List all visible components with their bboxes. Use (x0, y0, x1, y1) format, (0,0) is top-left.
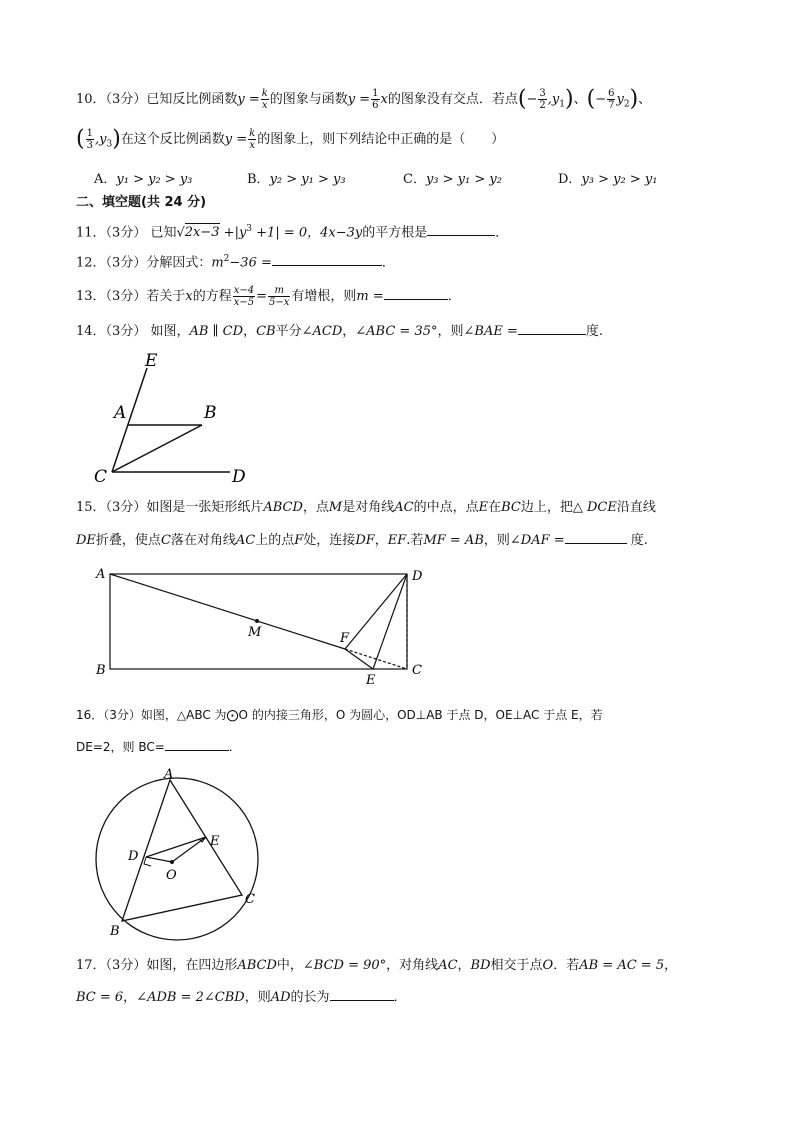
q15-l2d: 落在对角线 (170, 533, 236, 548)
section-title: 二、填空题(共 24 分) (76, 195, 207, 210)
q10-option-d-label: D． (558, 172, 582, 187)
q10-text2: 的图象与函数 (269, 92, 348, 107)
q10-sep: 、 (573, 92, 587, 107)
q12 (76, 250, 395, 272)
fig15-label-d: D (412, 569, 423, 584)
q13-text1: 若关于 (146, 289, 186, 304)
q10-option-c-math: y₃ > y₁ > y₂ (425, 172, 502, 187)
q14-m3: ∠ACD (301, 324, 343, 339)
q17-answer-blank[interactable] (330, 988, 394, 1001)
q17-m4: BD (470, 958, 491, 973)
q17-text2: 中， (276, 958, 303, 973)
q10-one: 1 (372, 88, 379, 99)
q17-l2a: BC = 6 (76, 990, 124, 1005)
q15-l2i: DF (355, 533, 375, 548)
q10-y-eq2: y = (347, 92, 371, 107)
fig15-point-m (255, 619, 259, 623)
q10-p2den: 7 (608, 100, 615, 111)
q10-six: 6 (372, 100, 379, 111)
fig16-label-d: D (128, 849, 139, 864)
q15-l2o: ∠DAF = (509, 533, 565, 548)
q11-sup: 3 (246, 224, 253, 234)
q13-number: 13．（3分） (76, 289, 147, 304)
fig14-label-c: C (94, 467, 108, 487)
q17-l2d: ，则 (244, 990, 271, 1005)
q10-option-b[interactable] (247, 168, 346, 187)
q17-l2c: ∠ADB = 2∠CBD (136, 990, 245, 1005)
q15-m2: M (328, 500, 343, 515)
q15-line1 (76, 499, 656, 517)
q14-text5: ，则 (437, 324, 464, 339)
q10-line1 (76, 88, 651, 114)
q17-text3: ，对角线 (386, 958, 439, 973)
q14-text4: ， (342, 324, 356, 339)
fig15-label-c: C (412, 663, 422, 678)
fig16-od (146, 857, 172, 862)
q17-text5: 相交于点 (490, 958, 543, 973)
q13-m: m = (356, 289, 384, 304)
fig15-df (345, 574, 407, 649)
q13-eq: = (256, 289, 267, 304)
q10-frac-k-x (261, 88, 269, 111)
q17-text6: ．若 (553, 958, 580, 973)
q15-text2: ，点 (302, 500, 329, 515)
q15-text1: 15．（3分）如图是一张矩形纸片 (76, 500, 264, 515)
q10-sub2: 2 (623, 99, 630, 110)
fig16-triangle (122, 780, 242, 921)
figure-15 (90, 562, 440, 692)
q14-m4: ∠ABC = 35° (355, 324, 438, 339)
q10-frac-1-6 (371, 88, 379, 111)
q15-end: 度. (626, 533, 648, 548)
fig16-label-o: O (166, 868, 177, 883)
q10-x2: x (249, 140, 256, 151)
q11-end: ． (495, 225, 509, 241)
q10-option-c-label: C． (403, 172, 426, 187)
q10-text4: 在这个反比例函数 (120, 132, 225, 147)
fig15-label-e: E (366, 673, 376, 688)
q12-sup: 2 (223, 254, 230, 264)
fig16-label-c: C (245, 892, 255, 907)
q13-text3: 有增根，则 (291, 289, 357, 304)
q15-m3: AC (394, 500, 414, 515)
q13-answer-blank[interactable] (384, 287, 448, 300)
q12-number: 12．（3分） (76, 255, 147, 271)
q13 (76, 285, 461, 308)
q15-l2n: ，则 (483, 533, 510, 548)
q10-option-d-math: y₃ > y₂ > y₁ (581, 172, 658, 187)
q10-option-b-label: B． (247, 172, 270, 187)
q16-text2: DE=2，则 BC= (76, 740, 165, 754)
q10-number: 10．（3分） (76, 92, 147, 107)
q16-line1: 16．（3分）如图，△ABC 为⨀O 的内接三角形，O 为圆心，OD⊥AB 于点 D，OE⊥AC 于点 E，若 (76, 708, 603, 722)
q10-paren-open3: ( (76, 126, 85, 152)
q10-option-a-label: A． (94, 172, 117, 187)
q15-l2j: ， (374, 533, 388, 548)
q10-y-eq3: y = (224, 132, 248, 147)
q17-text1: 17．（3分）如图，在四边形 (76, 958, 238, 973)
q11-text3: +1| = 0，4x−3y (252, 225, 363, 241)
q12-text2: −36 = (229, 255, 272, 271)
q12-text1: 分解因式： (146, 255, 212, 271)
q17-m3: AC (438, 958, 458, 973)
q17-m5: O (542, 958, 554, 973)
q10-p1num: 3 (539, 88, 546, 99)
fig14-label-b: B (204, 403, 217, 423)
fig15-label-m: M (248, 625, 262, 640)
q13-d1: x−5 (233, 297, 255, 308)
fig14-label-d: D (232, 467, 246, 487)
q16-end: . (228, 740, 233, 754)
fig16-label-a: A (164, 767, 174, 782)
q10-frac-k-x2 (248, 128, 256, 151)
q11 (76, 220, 508, 242)
q17-m2: ∠BCD = 90° (302, 958, 387, 973)
q14-answer-blank[interactable] (518, 322, 586, 335)
q17-text7: ， (664, 958, 678, 973)
q10-p2num: 6 (608, 88, 615, 99)
q10-p2-minus: − (595, 92, 607, 107)
q17-l2b: ， (123, 990, 137, 1005)
q15-m6: △ DCE (572, 500, 617, 515)
q13-x: x (185, 289, 193, 304)
q10-text1: 已知反比例函数 (146, 92, 238, 107)
q13-n1: x−4 (233, 285, 255, 296)
fig15-label-f: F (340, 631, 350, 646)
q10-text3: 的图象没有交点．若点 (387, 92, 518, 107)
q11-text1: 已知 (146, 225, 177, 241)
q15-text5: 在 (488, 500, 502, 515)
fig15-ef (345, 649, 373, 669)
q10-paren-open2: ( (586, 86, 596, 112)
q14-text1: 如图， (146, 324, 190, 339)
q10-sub3: 3 (106, 139, 113, 150)
q10-p3num: 1 (86, 128, 93, 139)
q11-root-content: 2x−3 (184, 225, 220, 241)
q10-frac-3-2 (538, 88, 546, 111)
q10-p3y: ,y (94, 132, 107, 147)
q15-text4: 的中点，点 (413, 500, 479, 515)
q10-y-eq: y = (237, 92, 260, 107)
q15-l2h: 处，连接 (303, 533, 356, 548)
q15-text3: 是对角线 (342, 500, 395, 515)
q10-option-a[interactable] (94, 168, 192, 187)
q15-l2b: 折叠，使点 (95, 533, 161, 548)
q11-text4: 的平方根是 (362, 225, 428, 241)
fig15-label-b: B (96, 663, 106, 678)
q15-line2 (76, 531, 648, 550)
q14-end: 度. (585, 324, 604, 339)
q15-l2g: F (294, 533, 304, 548)
q12-answer-blank[interactable] (272, 253, 382, 266)
q10-paren-close2: ) (629, 86, 639, 112)
q15-m1: ABCD (263, 500, 303, 515)
q17-m1: ABCD (237, 958, 277, 973)
q15-l2a: DE (76, 533, 96, 548)
q10-sep2: 、 (638, 92, 652, 107)
q10-p3den: 3 (86, 140, 93, 151)
q10-sixx: x (380, 92, 388, 107)
q13-frac2 (268, 285, 290, 308)
q10-k: k (261, 88, 268, 99)
fig16-de (146, 837, 206, 857)
fig16-label-e: E (210, 834, 220, 849)
q17-text4: ， (457, 958, 471, 973)
fig16-point-o (170, 860, 174, 864)
q17-l2e: AD (270, 990, 291, 1005)
q17-m6: AB = AC = 5 (579, 958, 665, 973)
q10-text5: 的图象上，则下列结论中正确的是（ ） (257, 132, 505, 147)
q10-p1den: 2 (539, 100, 546, 111)
q14-m2: CB (256, 324, 276, 339)
q17-end: ． (393, 990, 407, 1005)
q17-l2f: 的长为 (290, 990, 330, 1005)
q14-text3: 平分 (275, 324, 302, 339)
q15-text7: 沿直线 (616, 500, 656, 515)
q10-p1-minus: − (526, 92, 538, 107)
q15-text6: 边上，把 (520, 500, 573, 515)
q11-text2: +|y (219, 225, 247, 241)
q10-p1y: ,y (547, 92, 560, 107)
q15-m5: BC (501, 500, 521, 515)
fig14-label-a: A (114, 403, 127, 423)
q14-m1: AB ∥ CD (189, 324, 244, 339)
q15-l2l: .若 (406, 533, 424, 548)
q10-paren-close: ) (565, 86, 574, 112)
q11-root: √2x−3 (176, 225, 220, 241)
q10-k2: k (249, 128, 256, 139)
q14-text2: ， (243, 324, 257, 339)
fig15-fc-dashed (345, 649, 407, 669)
figure-16 (86, 765, 271, 945)
fig16-label-b: B (110, 924, 120, 939)
figure-14 (90, 348, 260, 488)
q10-sub1: 1 (559, 99, 565, 110)
q10-frac-6-7 (607, 88, 615, 111)
q15-answer-blank[interactable] (565, 531, 627, 544)
q12-end: ． (381, 255, 395, 271)
fig14-label-e: E (145, 351, 158, 371)
q10-line2 (76, 128, 504, 154)
q10-p2y: y (616, 92, 624, 107)
q10-paren-open: ( (517, 86, 527, 112)
q16-answer-blank[interactable] (165, 738, 229, 751)
q15-l2c: C (160, 533, 171, 548)
q10-frac-1-3 (86, 128, 94, 151)
q13-text2: 的方程 (192, 289, 232, 304)
q10-paren-close3: ) (112, 126, 121, 152)
q10-option-d[interactable] (558, 168, 657, 187)
q15-l2f: 上的点 (255, 533, 295, 548)
q12-m: m (211, 255, 224, 271)
q10-option-a-math: y₁ > y₂ > y₃ (116, 172, 193, 187)
q16-line2 (76, 738, 233, 756)
fig15-de (373, 574, 407, 669)
q13-frac1 (233, 285, 255, 308)
q10-x: x (261, 100, 268, 111)
q11-answer-blank[interactable] (427, 223, 495, 236)
q14 (76, 322, 603, 341)
fig15-label-a: A (96, 567, 106, 582)
q15-l2k: EF (387, 533, 407, 548)
q10-option-b-math: y₂ > y₁ > y₃ (269, 172, 346, 187)
fig15-diag (110, 574, 345, 649)
q13-end: ． (447, 289, 461, 304)
q15-m4: E (478, 500, 489, 515)
q10-option-c[interactable] (403, 168, 502, 187)
q14-number: 14．（3分） (76, 324, 147, 339)
q14-m5: ∠BAE = (463, 324, 518, 339)
q11-number: 11．（3分） (76, 225, 147, 241)
q17-line2 (76, 988, 407, 1007)
q17-line1 (76, 957, 677, 975)
q13-d2: 5−x (269, 297, 290, 308)
q15-l2e: AC (235, 533, 256, 548)
q15-l2m: MF = AB (423, 533, 484, 548)
q13-n2: m (268, 285, 290, 297)
